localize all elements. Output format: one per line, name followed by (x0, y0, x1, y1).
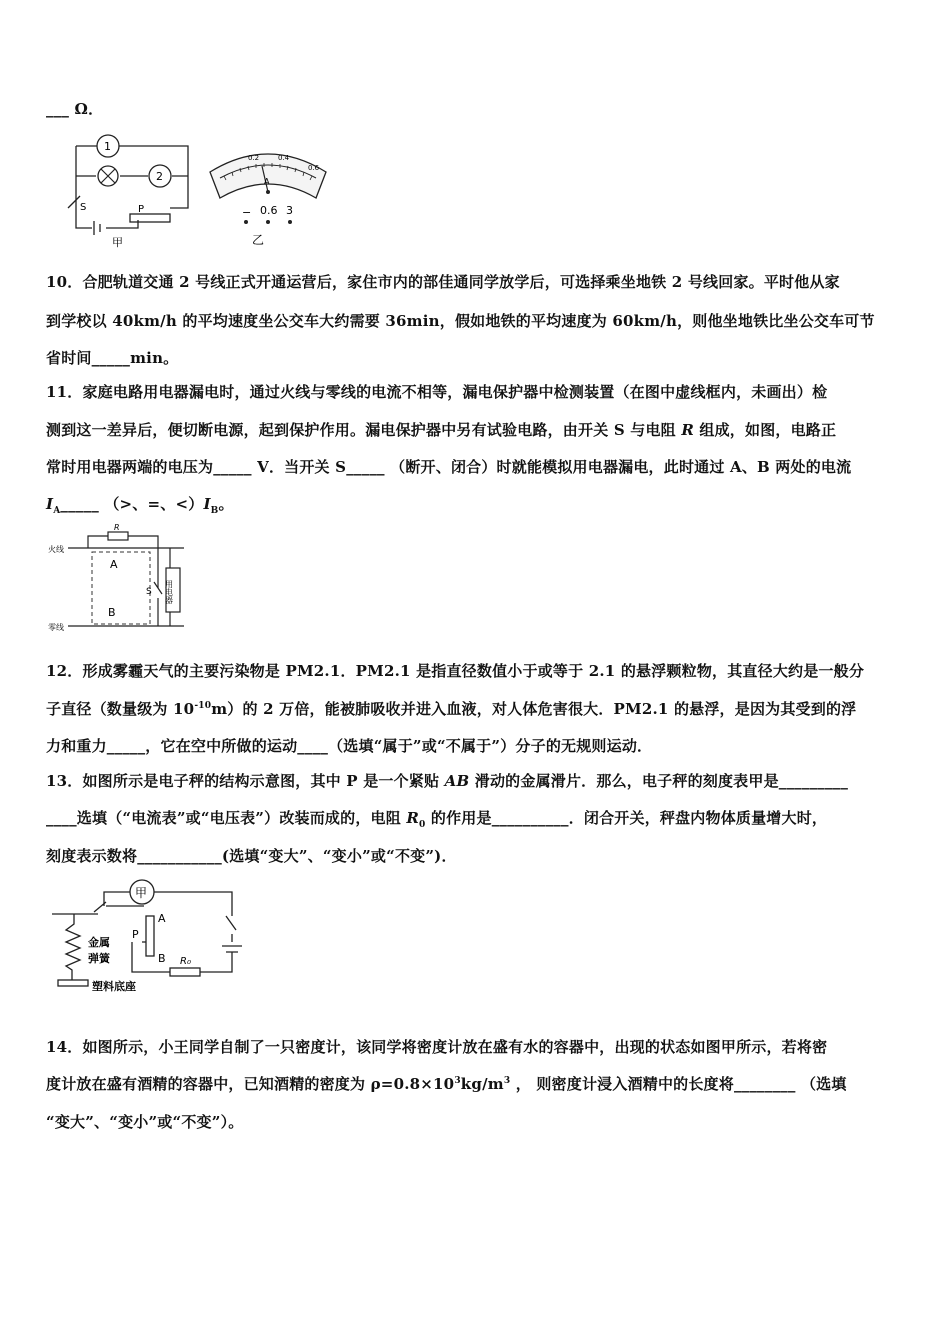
switch-label: S (80, 202, 87, 213)
spring-label-1: 金属 (88, 936, 110, 949)
appliance-label: 用电器 (164, 580, 174, 604)
spring-label-2: 弹簧 (88, 952, 110, 965)
q11-line-4 (46, 493, 234, 516)
q11-line-3: 常时用电器两端的电压为_____ V．当开关 S_____ （断开、闭合）时就能模拟用电器漏电，此时通过 A、B 两处的电流 (46, 458, 852, 476)
q14-exp-1: 3 (454, 1076, 461, 1086)
q13-line-2-a: ____选填（“电流表”或“电压表”）改装而成的，电阻 (46, 809, 407, 827)
q9-circuit-figure (50, 128, 200, 250)
q11-line-2-b: 组成，如图，电路正 (693, 421, 837, 439)
q14-line-3: “变大”、“变小”或“不变”）。 (46, 1113, 244, 1131)
slider-label: P (138, 204, 145, 215)
q10-line-3: 省时间_____min。 (46, 349, 179, 367)
q14-line-1: 14．如图所示，小王同学自制了一只密度计，该同学将密度计放在盛有水的容器中，出现的状态如图甲所示，若将密 (46, 1038, 828, 1056)
q11-resistor-symbol: R (681, 421, 694, 439)
terminal-minus: − (242, 206, 252, 219)
resistor-label: R (114, 523, 120, 532)
q11-sub-a: A (53, 506, 61, 516)
q13-line-1-b: 滑动的金属滑片．那么，电子秤的刻度表甲是_________ (469, 772, 849, 790)
scale-label-2: 0.6 (308, 164, 320, 172)
q13-ab-symbol: AB (444, 772, 470, 790)
switch-s-label: S (146, 587, 152, 597)
fire-wire-label: 火线 (48, 545, 64, 554)
q13-scale-figure (46, 876, 256, 1000)
scale-label-1: 0.4 (278, 154, 290, 162)
point-a-label: A (158, 912, 166, 925)
meter-2-label: 2 (156, 170, 163, 183)
base-label: 塑料底座 (92, 980, 136, 993)
scale-label-0: 0.2 (248, 154, 260, 162)
unit-label: A (264, 177, 270, 186)
q14-line-2-a: 度计放在盛有酒精的容器中，已知酒精的密度为 ρ=0.8×10 (46, 1075, 455, 1093)
q13-line-2-b: 的作用是__________．闭合开关，秤盘内物体质量增大时， (425, 809, 828, 827)
q13-r0-sub: 0 (419, 820, 426, 830)
point-b-label: B (108, 606, 116, 619)
q10-line-1: 10．合肥轨道交通 2 号线正式开通运营后，家住市内的部佳通同学放学后，可选择乘坐地铁 2 号线回家。平时他从家 (46, 273, 840, 291)
q12-line-3: 力和重力_____，它在空中所做的运动____（选填“属于”或“不属于”）分子的无规则运动． (46, 737, 653, 755)
q13-line-2 (46, 807, 827, 830)
q14-exp-2: 3 (503, 1076, 511, 1086)
q11-sub-b: B (210, 506, 219, 516)
zero-wire-label: 零线 (48, 623, 64, 632)
meter-1-label: 1 (104, 140, 111, 153)
q11-circuit-figure (46, 522, 188, 634)
q9-answer-tail: ___ Ω． (46, 100, 104, 118)
q14-line-2-c: ， 则密度计浸入酒精中的长度将________ （选填 (510, 1075, 847, 1093)
q12-exponent: -10 (194, 701, 212, 711)
q12-line-2 (46, 698, 856, 719)
q11-line-4-end: 。 (218, 495, 234, 513)
meter-jia-label: 甲 (135, 886, 148, 900)
q11-line-2 (46, 419, 836, 440)
q13-line-3: 刻度表示数将___________(选填“变大”、“变小”或“不变”)． (46, 847, 457, 865)
q10-line-2: 到学校以 40km/h 的平均速度坐公交车大约需要 36min，假如地铁的平均速度为 60km/h，则他坐地铁比坐公交车可节 (46, 312, 875, 330)
q11-compare-blank: _____ （>、=、<） (60, 495, 204, 513)
point-b-label: B (158, 952, 166, 965)
q11-current-i-b: I (203, 495, 211, 513)
q14-line-2-b: kg/m (460, 1075, 504, 1093)
point-a-label: A (110, 558, 118, 571)
slider-p-label: P (132, 928, 139, 941)
r0-label: R₀ (180, 956, 191, 967)
q12-line-2-a: 子直径（数量级为 10 (46, 700, 195, 718)
q13-line-1 (46, 770, 848, 791)
q11-line-2-a: 测到这一差异后，便切断电源，起到保护作用。漏电保护器中另有试验电路，由开关 S 与电阻 (46, 421, 682, 439)
q13-r0-symbol: R (406, 809, 420, 827)
q12-line-1: 12．形成雾霾天气的主要污染物是 PM2.1．PM2.1 是指直径数值小于或等于 2.1 的悬浮颗粒物，其直径大约是一般分 (46, 662, 865, 680)
figure-jia-label: 甲 (112, 236, 123, 249)
terminal-0-6: 0.6 (260, 204, 278, 217)
q11-current-i-a: I (46, 495, 54, 513)
q11-line-1: 11．家庭电路用电器漏电时，通过火线与零线的电流不相等，漏电保护器中检测装置（在图中虚线框内，未画出）检 (46, 383, 828, 401)
terminal-3: 3 (286, 204, 293, 217)
figure-yi-label: 乙 (252, 233, 265, 247)
q14-line-2 (46, 1073, 847, 1094)
q12-line-2-b: m）的 2 万倍，能被肺吸收并进入血液，对人体危害很大．PM2.1 的悬浮，是因为其受到的浮 (211, 700, 857, 718)
q9-meter-figure (206, 146, 330, 250)
q13-line-1-a: 13．如图所示是电子秤的结构示意图，其中 P 是一个紧贴 (46, 772, 445, 790)
